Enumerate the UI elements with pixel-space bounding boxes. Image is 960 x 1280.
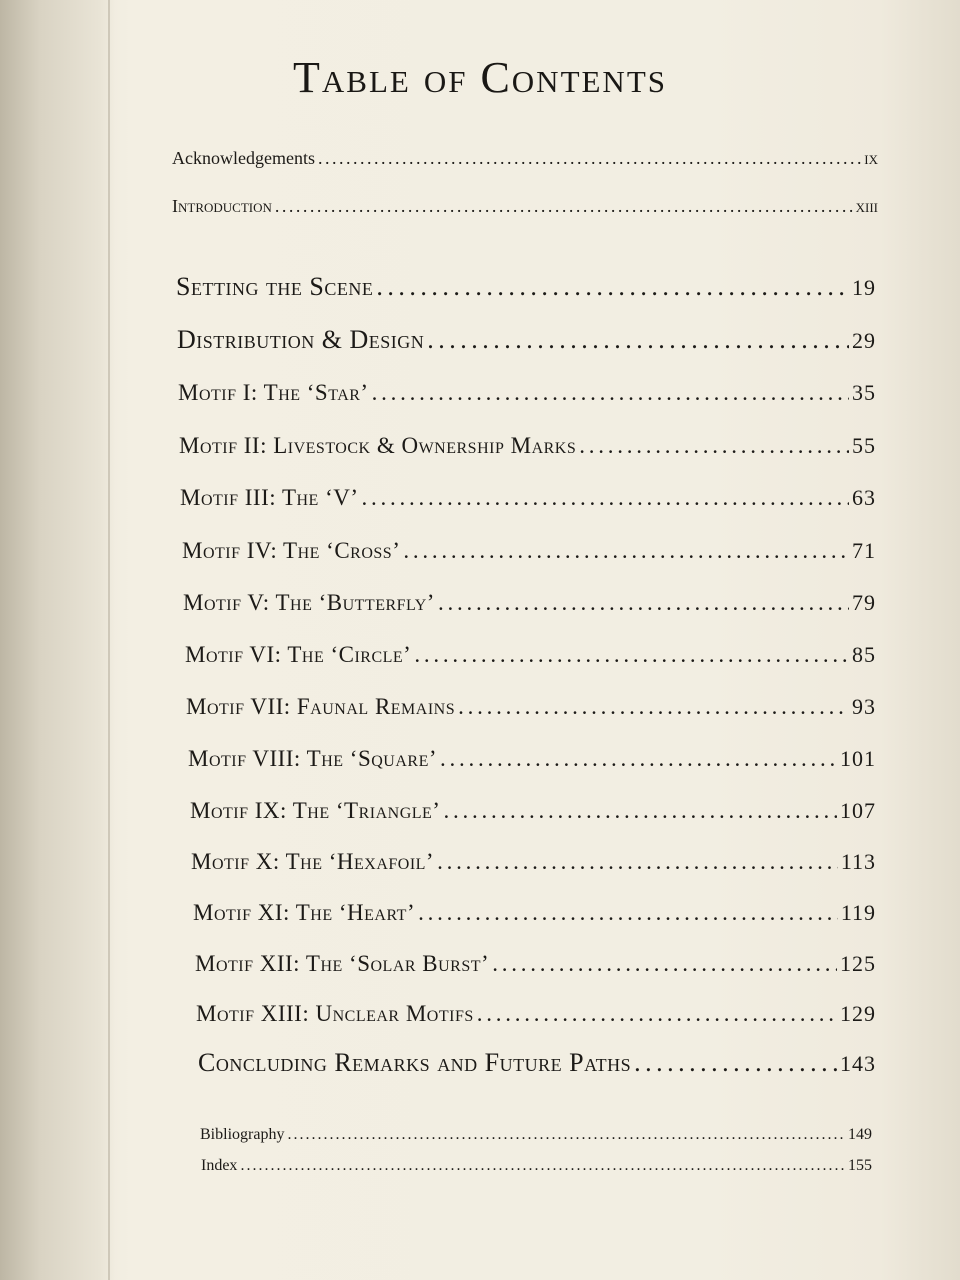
dot-leader bbox=[362, 485, 849, 511]
toc-entry-label: Motif VIII: The ‘Square’ bbox=[188, 746, 437, 771]
toc-entry-chapter bbox=[195, 951, 876, 977]
dot-leader bbox=[287, 1126, 845, 1144]
toc-entry-page: 119 bbox=[840, 900, 876, 925]
dot-leader bbox=[372, 380, 849, 406]
toc-entry-chapter bbox=[198, 1048, 876, 1078]
toc-entry-page: 19 bbox=[852, 275, 876, 300]
dot-leader bbox=[403, 538, 849, 564]
toc-entry-page: 125 bbox=[840, 951, 876, 976]
toc-entry-chapter bbox=[182, 538, 876, 564]
toc-entry-page: 29 bbox=[852, 328, 876, 353]
toc-entry-label: Concluding Remarks and Future Paths bbox=[198, 1048, 632, 1077]
dot-leader bbox=[318, 148, 861, 169]
dot-leader bbox=[240, 1157, 845, 1175]
toc-entry-label: Motif III: The ‘V’ bbox=[180, 485, 359, 510]
toc-entry-label: Distribution & Design bbox=[177, 325, 425, 354]
dot-leader bbox=[477, 1001, 837, 1027]
toc-entry-label: Motif VI: The ‘Circle’ bbox=[185, 642, 412, 667]
toc-entry-introduction bbox=[172, 196, 878, 217]
toc-entry-chapter bbox=[177, 325, 876, 355]
toc-entry-page: 113 bbox=[840, 849, 876, 874]
toc-entry-page: 63 bbox=[852, 485, 876, 510]
toc-entry-page: 155 bbox=[848, 1157, 872, 1174]
toc-entry-page: 93 bbox=[852, 694, 876, 719]
toc-entry-label: Bibliography bbox=[200, 1126, 285, 1143]
toc-entry-chapter bbox=[188, 746, 876, 772]
toc-entry-page: 85 bbox=[852, 642, 876, 667]
toc-entry-page: xiii bbox=[855, 196, 878, 216]
toc-entry-chapter bbox=[193, 900, 876, 926]
toc-entry-chapter bbox=[190, 798, 876, 824]
toc-entry-label: Motif XII: The ‘Solar Burst’ bbox=[195, 951, 490, 976]
toc-entry-chapter bbox=[191, 849, 876, 875]
toc-entry-chapter bbox=[176, 272, 876, 302]
toc-entry-label: Motif I: The ‘Star’ bbox=[178, 380, 369, 405]
page-title: Table of Contents bbox=[293, 53, 667, 102]
toc-entry-acknowledgements bbox=[172, 148, 878, 169]
toc-entry-chapter bbox=[196, 1001, 876, 1027]
dot-leader bbox=[414, 642, 849, 668]
toc-entry-label: Motif II: Livestock & Ownership Marks bbox=[179, 433, 577, 458]
toc-entry-label: Setting the Scene bbox=[176, 272, 374, 301]
dot-leader bbox=[418, 900, 838, 926]
toc-entry-label: Motif IV: The ‘Cross’ bbox=[182, 538, 401, 563]
toc-entry-label: Introduction bbox=[172, 196, 272, 216]
toc-entry-page: 35 bbox=[852, 380, 876, 405]
toc-entry-label: Motif X: The ‘Hexafoil’ bbox=[191, 849, 435, 874]
dot-leader bbox=[275, 196, 853, 217]
toc-entry-page: 107 bbox=[840, 798, 876, 823]
toc-entry-page: ix bbox=[864, 148, 878, 168]
toc-entry-bibliography bbox=[200, 1126, 872, 1144]
toc-entry-label: Motif VII: Faunal Remains bbox=[186, 694, 456, 719]
dot-leader bbox=[458, 694, 849, 720]
toc-entry-chapter bbox=[183, 590, 876, 616]
toc-entry-chapter bbox=[186, 694, 876, 720]
toc-entry-chapter bbox=[179, 433, 876, 459]
dot-leader bbox=[492, 951, 837, 977]
toc-entry-page: 55 bbox=[852, 433, 876, 458]
dot-leader bbox=[634, 1048, 837, 1078]
dot-leader bbox=[427, 325, 849, 355]
toc-entry-label: Motif IX: The ‘Triangle’ bbox=[190, 798, 441, 823]
dot-leader bbox=[440, 746, 837, 772]
toc-entry-page: 143 bbox=[840, 1051, 876, 1076]
dot-leader bbox=[437, 849, 838, 875]
dot-leader bbox=[438, 590, 849, 616]
toc-entry-page: 71 bbox=[852, 538, 876, 563]
toc-entry-page: 101 bbox=[840, 746, 876, 771]
toc-entry-chapter bbox=[180, 485, 876, 511]
toc-entry-page: 149 bbox=[848, 1126, 872, 1143]
toc-entry-page: 129 bbox=[840, 1001, 876, 1026]
toc-entry-index bbox=[201, 1157, 872, 1175]
dot-leader bbox=[376, 272, 849, 302]
toc-entry-page: 79 bbox=[852, 590, 876, 615]
dot-leader bbox=[579, 433, 849, 459]
toc-entry-chapter bbox=[185, 642, 876, 668]
toc-entry-label: Acknowledgements bbox=[172, 148, 315, 168]
toc-entry-chapter bbox=[178, 380, 876, 406]
dot-leader bbox=[443, 798, 837, 824]
toc-entry-label: Index bbox=[201, 1157, 238, 1174]
toc-entry-label: Motif V: The ‘Butterfly’ bbox=[183, 590, 435, 615]
toc-entry-label: Motif XIII: Unclear Motifs bbox=[196, 1001, 474, 1026]
toc-entry-label: Motif XI: The ‘Heart’ bbox=[193, 900, 416, 925]
